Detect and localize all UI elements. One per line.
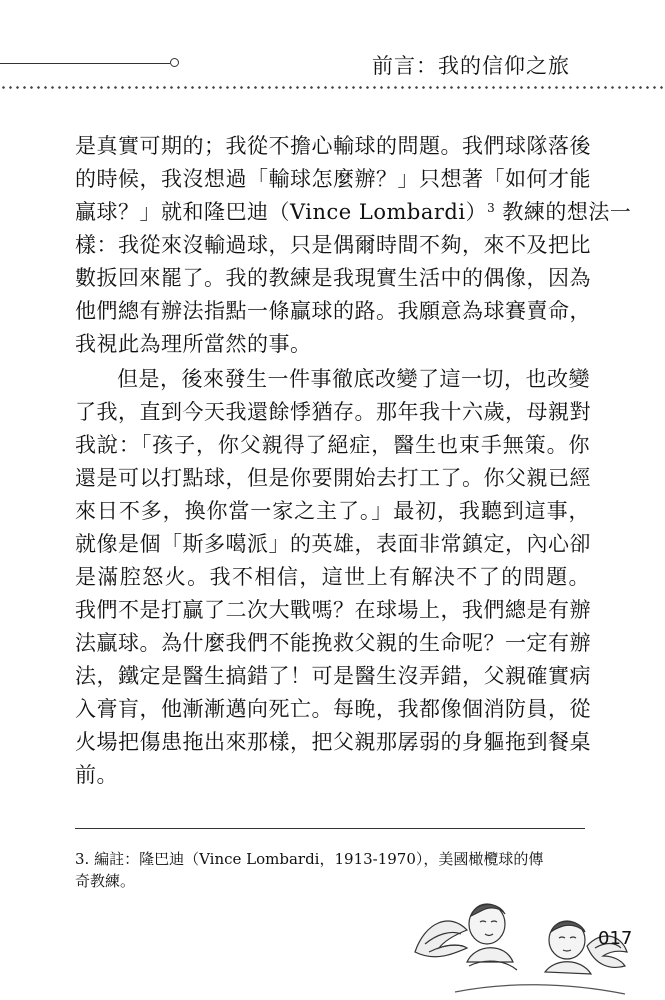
running-header-title: 前言：我的信仰之旅 — [372, 54, 570, 78]
paragraph-1 — [75, 130, 632, 361]
text-line: 的時候，我沒想過「輸球怎麼辦？」只想著「如何才能 — [75, 167, 591, 191]
text-line: 樣：我從來沒輸過球，只是偶爾時間不夠，來不及把比 — [75, 233, 591, 257]
text-line: 法，鐵定是醫生搞錯了！可是醫生沒弄錯，父親確實病 — [75, 664, 591, 688]
footnote-line: 3. 編註：隆巴迪（Vince Lombardi，1913-1970），美國橄欖球的傳 — [75, 850, 544, 868]
header-rule-line — [0, 63, 170, 64]
text-line: 我說：「孩子，你父親得了絕症，醫生也束手無策。你 — [75, 433, 590, 457]
text-line: 但是，後來發生一件事徹底改變了這一切，也改變 — [117, 367, 590, 391]
page-number: 017 — [598, 928, 633, 949]
text-line: 還是可以打點球，但是你要開始去打工了。你父親已經 — [75, 466, 591, 490]
text-line: 來日不多，換你當一家之主了。」最初，我聽到這事， — [75, 499, 590, 523]
text-line: 我們不是打贏了二次大戰嗎？在球場上，我們總是有辦 — [75, 598, 591, 622]
text-line: 前。 — [75, 763, 118, 787]
text-line: 他們總有辦法指點一條贏球的路。我願意為球賽賣命， — [75, 299, 591, 323]
cherubs-illustration-icon — [405, 882, 633, 1000]
text-line: 入膏肓，他漸漸邁向死亡。每晚，我都像個消防員，從 — [75, 697, 591, 721]
footnote-line: 奇教練。 — [75, 872, 136, 890]
text-line: 就像是個「斯多噶派」的英雄，表面非常鎮定，內心卻 — [75, 532, 591, 556]
header-circle-icon — [170, 58, 179, 67]
text-line: 我視此為理所當然的事。 — [75, 332, 312, 356]
main-body-text — [75, 130, 632, 792]
text-segment: 贏球？」就和隆巴迪（Vince Lombardi） — [75, 200, 488, 224]
text-line: 火場把傷患拖出來那樣，把父親那孱弱的身軀拖到餐桌 — [75, 730, 591, 754]
text-line-with-footnote — [75, 196, 632, 229]
text-line: 是滿腔怒火。我不相信，這世上有解決不了的問題。 — [75, 565, 590, 589]
text-line: 數扳回來罷了。我的教練是我現實生活中的偶像，因為 — [75, 266, 591, 290]
footnote-divider — [75, 828, 585, 829]
text-segment: 教練的想法一 — [502, 200, 632, 224]
text-line: 是真實可期的；我從不擔心輸球的問題。我們球隊落後 — [75, 134, 591, 158]
paragraph-2 — [75, 363, 590, 792]
footnote-reference: 3 — [487, 201, 496, 215]
text-line: 了我，直到今天我還餘悸猶存。那年我十六歲，母親對 — [75, 400, 591, 424]
dotted-divider — [0, 86, 665, 89]
text-line: 法贏球。為什麼我們不能挽救父親的生命呢？一定有辦 — [75, 631, 591, 655]
